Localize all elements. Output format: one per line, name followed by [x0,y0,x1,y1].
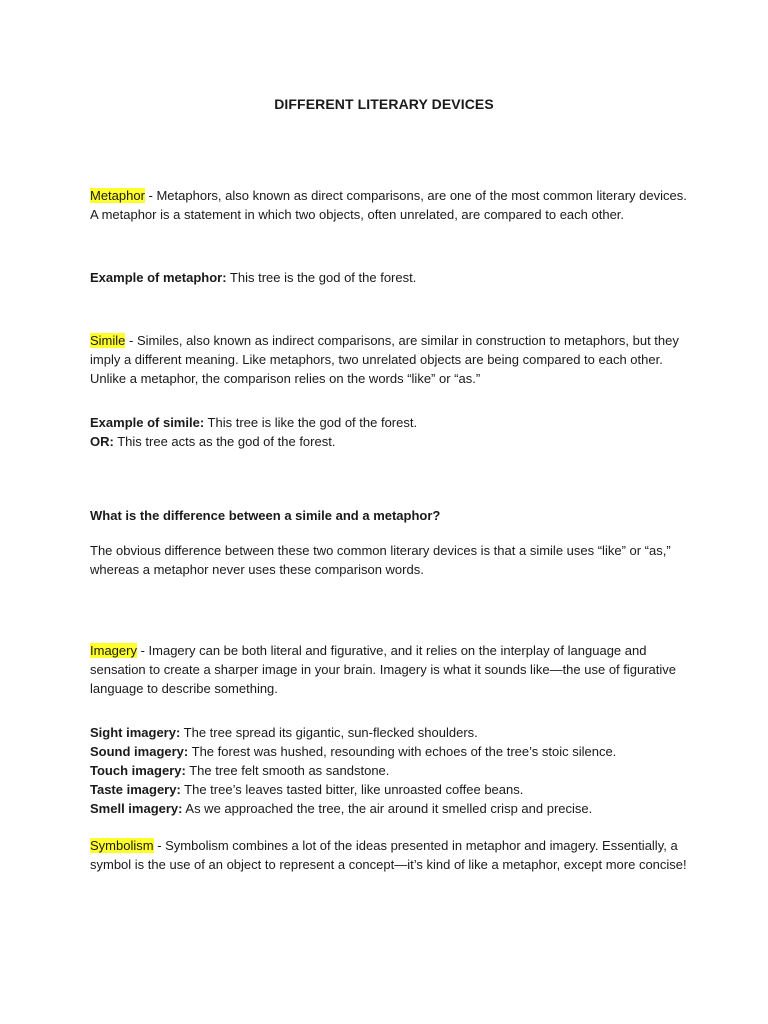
imagery-example [90,761,690,780]
simile-example-label: Example of simile: [90,415,205,430]
metaphor-definition-text: - Metaphors, also known as direct comparisons, are one of the most common literary devices. A metaphor is a statement in which two objects, often unrelated, are compared to each other. [90,188,687,222]
difference-question-text: What is the difference between a simile and a metaphor? [90,508,441,523]
document-title: DIFFERENT LITERARY DEVICES [274,96,494,112]
imagery-example [90,723,690,742]
imagery-example-text: The tree’s leaves tasted bitter, like unroasted coffee beans. [180,782,524,797]
simile-example-text: This tree is like the god of the forest. [204,415,418,430]
symbolism-term: Symbolism [90,838,154,853]
metaphor-example-label: Example of metaphor: [90,270,227,285]
imagery-example-text: The forest was hushed, resounding with echoes of the tree’s stoic silence. [188,744,617,759]
imagery-example [90,742,690,761]
imagery-examples [90,723,690,818]
imagery-example-text: As we approached the tree, the air around it smelled crisp and precise. [182,801,593,816]
imagery-term: Imagery [90,643,137,658]
symbolism-definition-text: - Symbolism combines a lot of the ideas presented in metaphor and imagery. Essentially, a symbol is the use of an object to represent a concept—it’s kind of like a metaphor, except more concise! [90,838,687,872]
imagery-example [90,780,690,799]
symbolism-definition [90,836,690,874]
difference-question [90,506,690,525]
simile-definition-text: - Similes, also known as indirect comparisons, are similar in construction to metaphors, but they imply a different meaning. Like metaphors, two unrelated objects are being compared to each other. Unlike a metaphor, the comparison relies on the words “like” or “as.” [90,333,679,386]
imagery-definition-text: - Imagery can be both literal and figurative, and it relies on the interplay of language and sensation to create a sharper image in your brain. Imagery is what it sounds like—the use of figurative language to describe something. [90,643,677,696]
imagery-example-label: Sound imagery: [90,744,189,759]
simile-or-label: OR: [90,434,114,449]
imagery-example [90,799,690,818]
metaphor-term: Metaphor [90,188,145,203]
simile-or-text: This tree acts as the god of the forest. [113,434,336,449]
metaphor-example-text: This tree is the god of the forest. [226,270,417,285]
simile-definition [90,331,690,388]
metaphor-definition [90,186,690,224]
imagery-example-text: The tree felt smooth as sandstone. [185,763,390,778]
imagery-example-label: Smell imagery: [90,801,183,816]
simile-term: Simile [90,333,126,348]
imagery-definition [90,641,690,698]
imagery-example-text: The tree spread its gigantic, sun-flecked shoulders. [180,725,478,740]
imagery-example-label: Sight imagery: [90,725,181,740]
difference-answer-text: The obvious difference between these two common literary devices is that a simile uses “like” or “as,” whereas a metaphor never uses these comparison words. [90,543,671,577]
simile-example [90,413,690,451]
imagery-example-label: Taste imagery: [90,782,181,797]
imagery-example-label: Touch imagery: [90,763,186,778]
metaphor-example [90,268,690,287]
difference-answer [90,541,690,579]
